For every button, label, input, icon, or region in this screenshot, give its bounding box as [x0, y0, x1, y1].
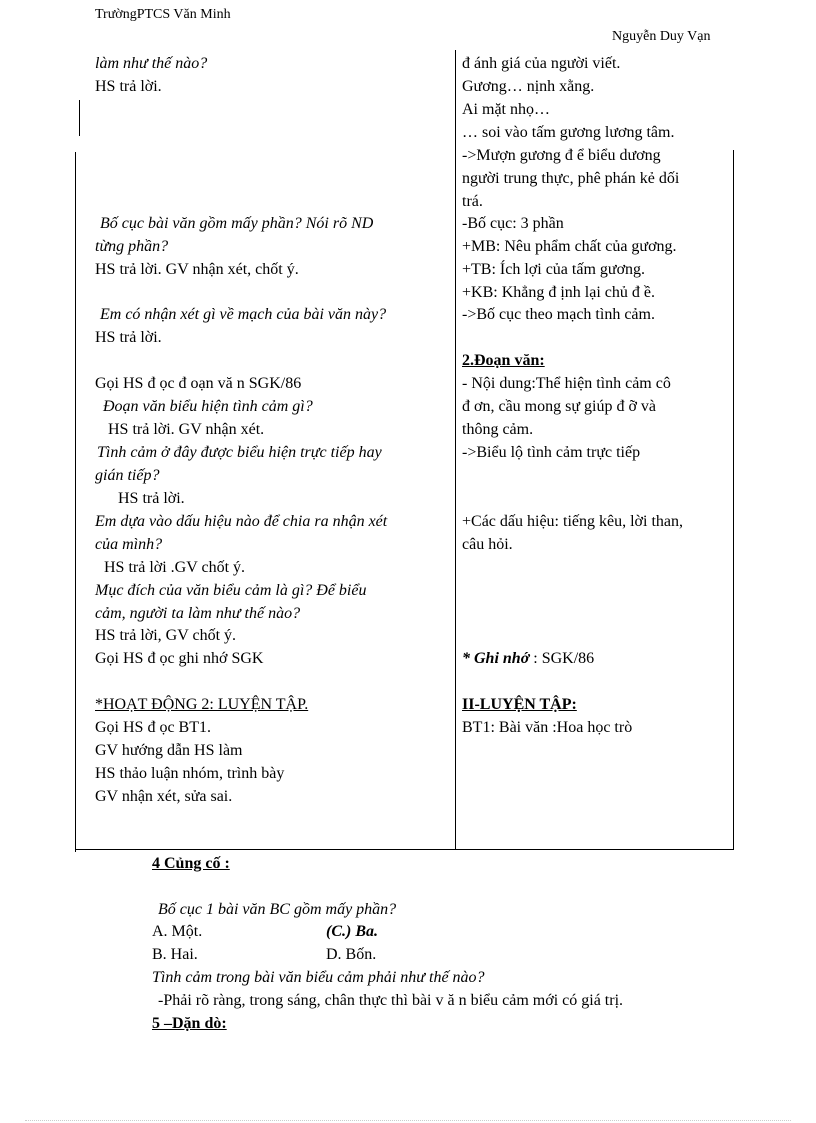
right-line-9: +MB: Nêu phẩm chất của gương. — [462, 238, 677, 255]
right-line-18: +Các dấu hiệu: tiếng kêu, lời than, — [462, 513, 683, 530]
right-line-11: +KB: Khẳng đ ịnh lại chủ đ ề. — [462, 284, 655, 301]
left-line-7: HS trả lời. — [95, 329, 162, 346]
left-line-16: HS trả lời .GV chốt ý. — [104, 559, 246, 576]
left-line-2: HS trả lời. — [95, 78, 162, 95]
table-right-border — [733, 150, 734, 850]
left-line-22: Gọi HS đ ọc BT1. — [95, 719, 211, 736]
page-bottom-edge — [25, 1120, 791, 1121]
left-line-6: Em có nhận xét gì về mạch của bài văn này? — [100, 306, 387, 323]
left-line-4: từng phần? — [95, 238, 169, 255]
left-line-1: làm như thế nào? — [95, 55, 208, 72]
left-line-18: cảm, người ta làm như thế nào? — [95, 605, 301, 622]
right-line-8: -Bố cục: 3 phần — [462, 215, 564, 232]
left-line-12: gián tiếp? — [95, 467, 160, 484]
option-b: B. Hai. — [152, 946, 198, 963]
option-c: (C.) Ba. — [326, 923, 378, 940]
left-line-3: Bố cục bài văn gồm mấy phần? Nói rõ ND — [100, 215, 374, 232]
right-line-6: người trung thực, phê phán kẻ dối — [462, 170, 680, 187]
right-line-19: câu hỏi. — [462, 536, 513, 553]
right-line-10: +TB: Ích lợi của tấm gương. — [462, 261, 646, 278]
right-line-23: BT1: Bài văn :Hoa học trò — [462, 719, 633, 736]
left-line-5: HS trả lời. GV nhận xét, chốt ý. — [95, 261, 299, 278]
right-line-2: Gương… nịnh xằng. — [462, 78, 595, 95]
right-line-17: ->Biểu lộ tình cảm trực tiếp — [462, 444, 641, 461]
left-line-20: Gọi HS đ ọc ghi nhớ SGK — [95, 650, 264, 667]
option-a: A. Một. — [152, 923, 203, 940]
consolidate-heading: 4 Củng cố : — [152, 855, 230, 872]
right-line-5: ->Mượn gương đ ể biểu dương — [462, 147, 661, 164]
left-line-24: HS thảo luận nhóm, trình bày — [95, 765, 285, 782]
right-line-14: - Nội dung:Thể hiện tình cảm cô — [462, 375, 671, 392]
question-2: Tình cảm trong bài văn biểu cảm phải như thế nào? — [152, 969, 485, 986]
left-line-15: của mình? — [95, 536, 163, 553]
right-line-1: đ ánh giá của người viết. — [462, 55, 621, 72]
answer-2: -Phải rõ ràng, trong sáng, chân thực thì bài v ă n biểu cảm mới có giá trị. — [158, 992, 624, 1009]
activity-2-heading: *HOẠT ĐỘNG 2: LUYỆN TẬP. — [95, 696, 309, 713]
left-line-10: HS trả lời. GV nhận xét. — [108, 421, 265, 438]
right-line-16: thông cảm. — [462, 421, 534, 438]
right-line-3: Ai mặt nhọ… — [462, 101, 550, 118]
left-line-19: HS trả lời, GV chốt ý. — [95, 627, 237, 644]
table-bottom-border — [75, 849, 734, 850]
left-line-14: Em dựa vào dấu hiệu nào để chia ra nhận xét — [95, 513, 388, 530]
right-line-4: … soi vào tấm gương lương tâm. — [462, 124, 675, 141]
table-left-border — [75, 152, 76, 852]
table-left-border-top — [79, 100, 80, 136]
note-value: : SGK/86 — [529, 650, 595, 667]
left-line-13: HS trả lời. — [118, 490, 185, 507]
school-name: TrườngPTCS Văn Minh — [95, 7, 231, 22]
option-d: D. Bốn. — [326, 946, 377, 963]
practice-section-heading: II-LUYỆN TẬP: — [462, 696, 577, 713]
note-line — [462, 649, 594, 668]
left-line-8: Gọi HS đ ọc đ oạn vă n SGK/86 — [95, 375, 302, 392]
table-column-divider — [455, 50, 456, 850]
left-line-9: Đoạn văn biểu hiện tình cảm gì? — [103, 398, 313, 415]
right-line-15: đ ơn, cầu mong sự giúp đ ỡ và — [462, 398, 657, 415]
left-line-23: GV hướng dẫn HS làm — [95, 742, 243, 759]
right-line-7: trá. — [462, 193, 483, 210]
left-line-17: Mục đích của văn biểu cảm là gì? Để biểu — [95, 582, 367, 599]
homework-heading: 5 –Dặn dò: — [152, 1015, 227, 1032]
author-name: Nguyễn Duy Vạn — [612, 29, 711, 44]
right-line-12: ->Bố cục theo mạch tình cảm. — [462, 306, 655, 323]
left-line-25: GV nhận xét, sửa sai. — [95, 788, 233, 805]
left-line-11: Tình cảm ở đây được biểu hiện trực tiếp hay — [97, 444, 382, 461]
note-label: * Ghi nhớ — [462, 650, 530, 667]
question-1: Bố cục 1 bài văn BC gồm mấy phần? — [158, 901, 397, 918]
paragraph-section-heading: 2.Đoạn văn: — [462, 352, 545, 369]
